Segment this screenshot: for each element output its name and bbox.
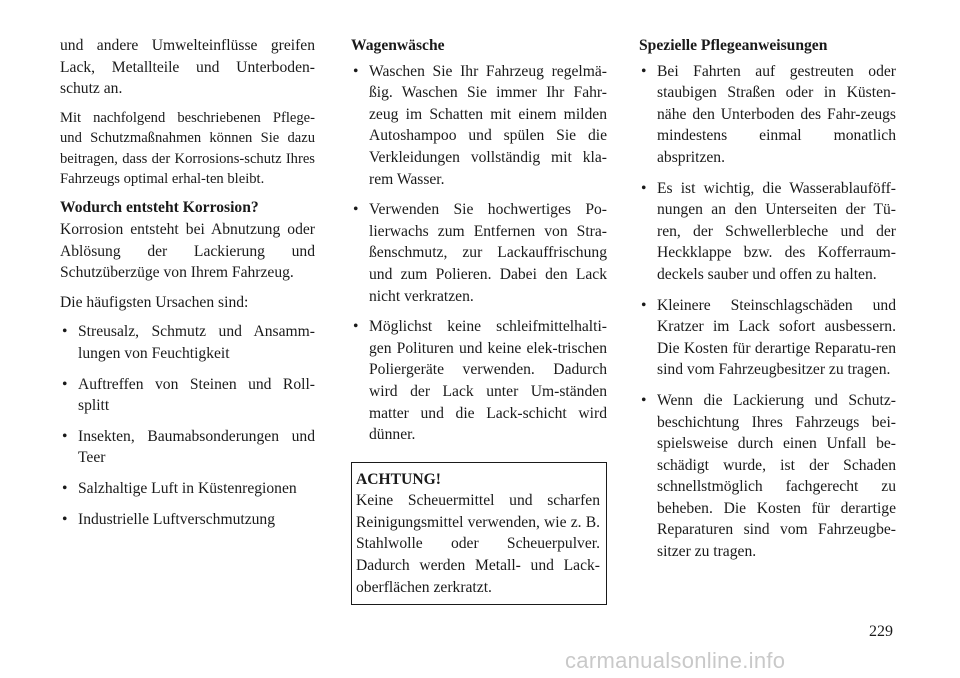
corrosion-paragraph: Korrosion entsteht bei Abnutzung oder Ablösung der Lackierung und Schutzüberzüge von Ihrem Fahrzeug. <box>60 221 315 282</box>
corrosion-heading: Wodurch entsteht Korrosion? <box>60 199 259 217</box>
list-item: • Verwenden Sie hochwertiges Po-lierwachs zum Entfernen von Stra-ßenschmutz, zur Lackauffrischung und zum Polieren. Dabei den Lack nicht verkratzen. <box>351 199 607 307</box>
list-item: • Auftreffen von Steinen und Roll-splitt <box>60 374 315 417</box>
column-right <box>639 35 896 572</box>
car-wash-list <box>351 61 607 446</box>
warning-title: ACHTUNG! <box>356 470 441 488</box>
warning-text: Keine Scheuermittel und scharfen Reinigungsmittel verwenden, wie z. B. Stahlwolle oder Scheuerpulver. Dadurch werden Metall- und Lack-oberflächen zerkratzt. <box>356 492 600 596</box>
causes-list <box>60 321 315 530</box>
warning-box <box>351 462 607 606</box>
page-number: 229 <box>869 623 893 640</box>
special-care-list <box>639 61 896 563</box>
list-item: • Bei Fahrten auf gestreuten oder staubigen Straßen oder in Küsten-nähe den Unterboden des Fahr-zeugs mindestens einmal monatlich abspritzen. <box>639 61 896 169</box>
list-item: • Wenn die Lackierung und Schutz-beschichtung Ihres Fahrzeugs bei-spielsweise durch einen Unfall be-schädigt wurde, ist der Schaden schnellstmöglich fachgerecht zu beheben. Die Kosten für derartige Reparaturen sind vom Fahrzeugbe-sitzer zu tragen. <box>639 390 896 563</box>
list-item: • Streusalz, Schmutz und Ansamm-lungen von Feuchtigkeit <box>60 321 315 364</box>
list-item: • Insekten, Baumabsonderungen und Teer <box>60 426 315 469</box>
column-middle <box>351 35 607 605</box>
care-measures-paragraph: Mit nachfolgend beschriebenen Pflege- und Schutzmaßnahmen können Sie dazu beitragen, dass der Korrosions-schutz Ihres Fahrzeugs optimal erhal-ten bleibt. <box>60 109 315 187</box>
intro-paragraph: und andere Umwelteinflüsse greifen Lack, Metallteile und Unterboden-schutz an. <box>60 37 315 98</box>
special-care-heading: Spezielle Pflegeanweisungen <box>639 37 828 54</box>
list-item: • Industrielle Luftverschmutzung <box>60 509 315 531</box>
watermark: carmanualsonline.info <box>565 648 786 673</box>
list-item: • Waschen Sie Ihr Fahrzeug regelmä-ßig. Waschen Sie immer Ihr Fahr-zeug im Schatten mit einem milden Autoshampoo und spülen Sie die Verkleidungen vollständig mit kla-rem Wasser. <box>351 61 607 191</box>
list-item: • Möglichst keine schleifmittelhalti-gen Polituren und keine elek-trischen Poliergeräte verwenden. Dadurch wird der Lack unter Um-ständen matter und die Lack-schicht wird dünner. <box>351 316 607 446</box>
column-left <box>60 35 315 539</box>
causes-intro: Die häufigsten Ursachen sind: <box>60 293 249 311</box>
car-wash-heading: Wagenwäsche <box>351 37 445 54</box>
list-item: • Salzhaltige Luft in Küstenregionen <box>60 478 315 500</box>
list-item: • Es ist wichtig, die Wasserablauföff-nungen an den Unterseiten der Tü-ren, der Schwellerbleche und der Heckklappe bzw. des Kofferraum-deckels sauber und offen zu halten. <box>639 178 896 286</box>
list-item: • Kleinere Steinschlagschäden und Kratzer im Lack sofort ausbessern. Die Kosten für derartige Reparatu-ren sind vom Fahrzeugbesitzer zu tragen. <box>639 295 896 381</box>
